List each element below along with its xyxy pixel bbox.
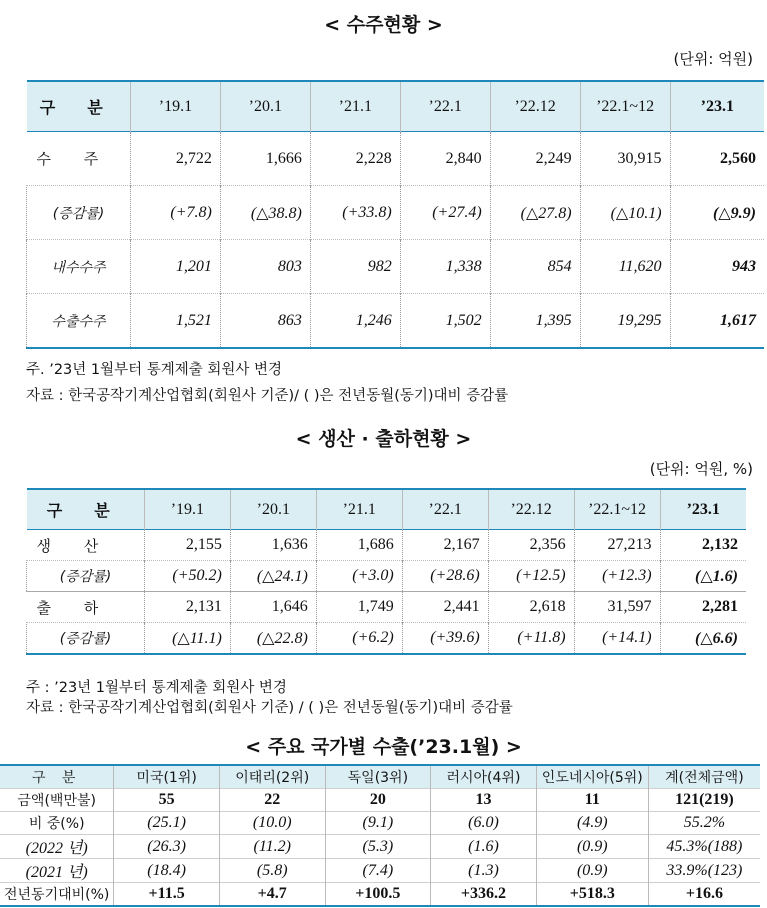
table-cell: (+12.3)	[574, 561, 660, 592]
exports-header-col: 독일(3위)	[325, 765, 431, 789]
orders-header-col: ’22.1~12	[580, 81, 670, 132]
table-row	[27, 592, 747, 623]
table-cell: 2,356	[488, 530, 574, 561]
production-header-col: ’22.1	[402, 489, 488, 530]
table-cell: (1.3)	[431, 859, 537, 883]
table-cell: 2,155	[144, 530, 230, 561]
table-cell: (△11.1)	[144, 623, 230, 655]
table-cell: (0.9)	[536, 835, 648, 859]
table-cell: 943	[670, 240, 764, 294]
table-cell: 30,915	[580, 132, 670, 186]
table-cell: (+11.8)	[488, 623, 574, 655]
orders-header-col: ’22.1	[400, 81, 490, 132]
production-source: 자료 : 한국공작기계산업협회(회원사 기준) / ( )은 전년동월(동기)대비 증감률	[26, 700, 513, 716]
table-cell: (+39.6)	[402, 623, 488, 655]
table-cell: 1,338	[400, 240, 490, 294]
production-header-col: ’23.1	[660, 489, 746, 530]
table-cell: (25.1)	[114, 812, 220, 835]
table-cell: +100.5	[325, 883, 431, 907]
table-cell: 2,167	[402, 530, 488, 561]
table-cell: 1,666	[220, 132, 310, 186]
orders-note: 주. ’23년 1월부터 통계제출 회원사 변경	[26, 362, 283, 378]
table-cell: +518.3	[536, 883, 648, 907]
table-cell: 55	[114, 789, 220, 812]
table-cell: 2,840	[400, 132, 490, 186]
table-cell: (+28.6)	[402, 561, 488, 592]
table-row	[27, 186, 765, 240]
table-cell: 20	[325, 789, 431, 812]
table-cell: (+14.1)	[574, 623, 660, 655]
table-cell: +16.6	[648, 883, 760, 907]
table-row	[27, 240, 765, 294]
table-cell: (0.9)	[536, 859, 648, 883]
row-label: (2021 년)	[0, 859, 114, 883]
table-cell: (△24.1)	[230, 561, 316, 592]
table-cell: (+12.5)	[488, 561, 574, 592]
table-cell: (△1.6)	[660, 561, 746, 592]
orders-table	[26, 80, 764, 349]
table-row	[0, 835, 760, 859]
table-cell: 27,213	[574, 530, 660, 561]
row-label: 전년동기대비(%)	[0, 883, 114, 907]
table-cell: (18.4)	[114, 859, 220, 883]
table-cell: (7.4)	[325, 859, 431, 883]
table-row	[0, 883, 760, 907]
exports-header-col: 이태리(2위)	[219, 765, 325, 789]
table-cell: 2,618	[488, 592, 574, 623]
table-cell: 55.2%	[648, 812, 760, 835]
table-row	[0, 859, 760, 883]
row-label: (증감률)	[27, 561, 145, 592]
orders-header-col: ’23.1	[670, 81, 764, 132]
table-cell: 2,132	[660, 530, 746, 561]
row-label: (증감률)	[27, 186, 131, 240]
table-cell: (+27.4)	[400, 186, 490, 240]
table-cell: 2,722	[130, 132, 220, 186]
table-cell: 2,441	[402, 592, 488, 623]
production-title: < 생산 · 출하현황 >	[295, 428, 472, 450]
table-cell: 2,560	[670, 132, 764, 186]
table-cell: +336.2	[431, 883, 537, 907]
exports-header-row	[0, 765, 760, 789]
table-cell: 982	[310, 240, 400, 294]
table-cell: (+3.0)	[316, 561, 402, 592]
table-cell: (9.1)	[325, 812, 431, 835]
table-cell: 11,620	[580, 240, 670, 294]
table-cell: (26.3)	[114, 835, 220, 859]
table-cell: 1,502	[400, 294, 490, 349]
table-cell: (△9.9)	[670, 186, 764, 240]
production-header-col: ’19.1	[144, 489, 230, 530]
table-cell: 2,131	[144, 592, 230, 623]
production-header-category: 구 분	[27, 489, 145, 530]
table-cell: 1,686	[316, 530, 402, 561]
table-cell: 1,636	[230, 530, 316, 561]
production-header-row	[27, 489, 747, 530]
table-cell: (+33.8)	[310, 186, 400, 240]
orders-unit: (단위: 억원)	[673, 50, 753, 68]
row-label: 생 산	[36, 536, 113, 555]
table-cell: 31,597	[574, 592, 660, 623]
exports-header-col: 미국(1위)	[114, 765, 220, 789]
table-row	[0, 789, 760, 812]
table-cell: (4.9)	[536, 812, 648, 835]
production-header-col: ’22.1~12	[574, 489, 660, 530]
exports-title: < 주요 국가별 수출(’23.1월) >	[245, 736, 522, 758]
table-cell: 19,295	[580, 294, 670, 349]
table-cell: +11.5	[114, 883, 220, 907]
table-row	[27, 530, 747, 561]
table-cell: 1,395	[490, 294, 580, 349]
table-cell: 22	[219, 789, 325, 812]
table-cell: 2,281	[660, 592, 746, 623]
table-cell: 1,201	[130, 240, 220, 294]
row-label: 비 중(%)	[0, 812, 114, 835]
table-cell: (5.3)	[325, 835, 431, 859]
table-cell: 1,521	[130, 294, 220, 349]
table-cell: (10.0)	[219, 812, 325, 835]
orders-title: < 수주현황 >	[324, 14, 443, 36]
table-cell: 2,228	[310, 132, 400, 186]
table-cell: 1,246	[310, 294, 400, 349]
table-row	[0, 812, 760, 835]
row-label: 수출수주	[27, 294, 131, 349]
production-note: 주 : ’23년 1월부터 통계제출 회원사 변경	[26, 680, 287, 696]
row-label: 출 하	[27, 592, 145, 623]
table-row	[27, 561, 747, 592]
table-cell: 1,617	[670, 294, 764, 349]
table-cell: 45.3%(188)	[648, 835, 760, 859]
table-cell: 1,749	[316, 592, 402, 623]
table-cell: 2,249	[490, 132, 580, 186]
exports-header-col: 러시아(4위)	[431, 765, 537, 789]
table-cell: (6.0)	[431, 812, 537, 835]
orders-header-col: ’20.1	[220, 81, 310, 132]
table-cell: 854	[490, 240, 580, 294]
exports-header-col: 계(전체금액)	[648, 765, 760, 789]
row-label: (증감률)	[27, 623, 145, 655]
orders-header-category: 구 분	[27, 81, 131, 132]
production-table	[26, 488, 746, 655]
table-cell: (+7.8)	[130, 186, 220, 240]
table-cell: (1.6)	[431, 835, 537, 859]
table-cell: (△6.6)	[660, 623, 746, 655]
row-label: 수 주	[36, 150, 113, 168]
orders-header-row	[27, 81, 765, 132]
exports-table	[0, 764, 760, 907]
table-cell: (△38.8)	[220, 186, 310, 240]
orders-header-col: ’22.12	[490, 81, 580, 132]
production-header-col: ’20.1	[230, 489, 316, 530]
row-label: 금액(백만불)	[0, 789, 114, 812]
production-unit: (단위: 억원, %)	[649, 460, 753, 478]
table-cell: 121(219)	[648, 789, 760, 812]
production-header-col: ’21.1	[316, 489, 402, 530]
table-cell: (11.2)	[219, 835, 325, 859]
table-cell: +4.7	[219, 883, 325, 907]
table-cell: (+6.2)	[316, 623, 402, 655]
table-cell: 13	[431, 789, 537, 812]
table-cell: (△27.8)	[490, 186, 580, 240]
exports-header-category: 구 분	[0, 765, 114, 789]
orders-source: 자료 : 한국공작기계산업협회(회원사 기준)/ ( )은 전년동월(동기)대비 증감률	[26, 388, 509, 404]
table-cell: (△22.8)	[230, 623, 316, 655]
table-row	[27, 132, 765, 186]
table-cell: 33.9%(123)	[648, 859, 760, 883]
table-row	[27, 294, 765, 349]
table-cell: (5.8)	[219, 859, 325, 883]
production-header-col: ’22.12	[488, 489, 574, 530]
row-label: 내수수주	[27, 240, 131, 294]
row-label: (2022 년)	[0, 835, 114, 859]
table-cell: (△10.1)	[580, 186, 670, 240]
table-cell: 863	[220, 294, 310, 349]
exports-header-col: 인도네시아(5위)	[536, 765, 648, 789]
table-cell: 1,646	[230, 592, 316, 623]
orders-header-col: ’19.1	[130, 81, 220, 132]
table-cell: (+50.2)	[144, 561, 230, 592]
table-cell: 11	[536, 789, 648, 812]
table-cell: 803	[220, 240, 310, 294]
table-row	[27, 623, 747, 655]
orders-header-col: ’21.1	[310, 81, 400, 132]
